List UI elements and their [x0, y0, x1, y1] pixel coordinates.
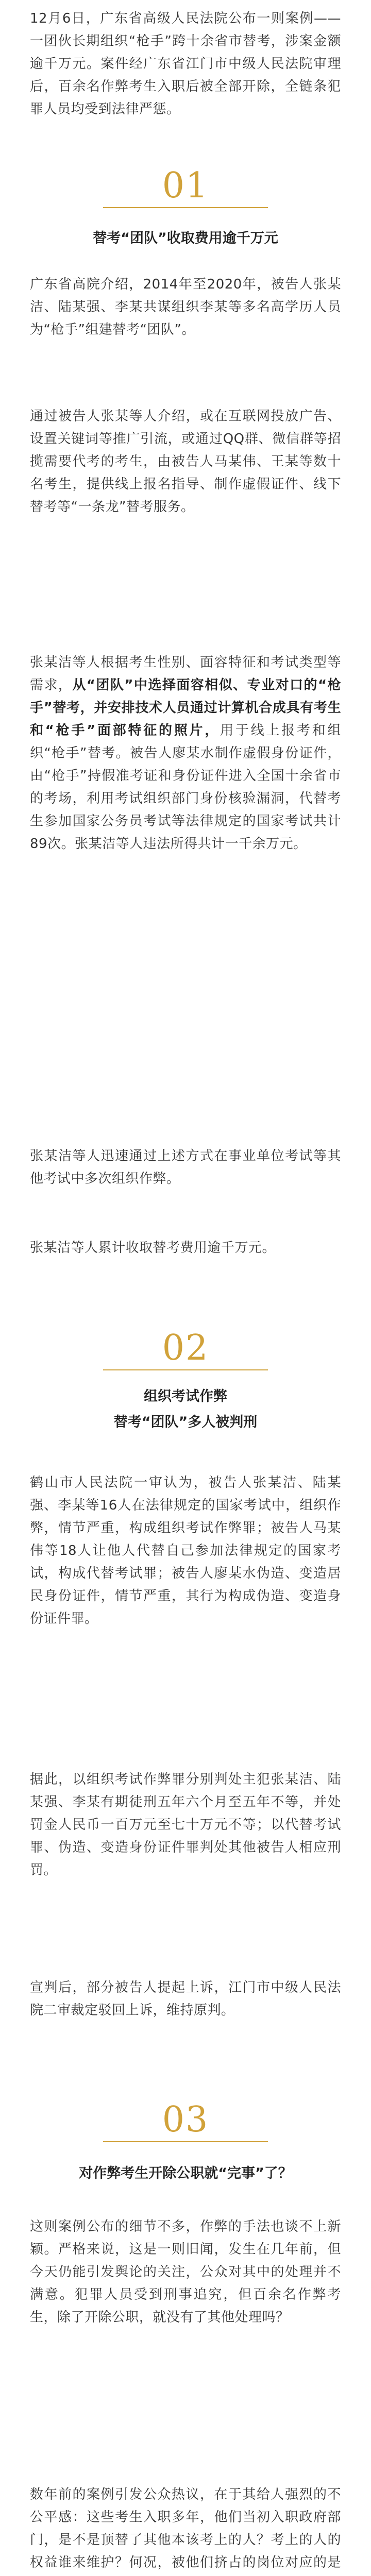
section-2-divider: [103, 1369, 268, 1370]
section-1-paragraph: [30, 651, 341, 855]
section-3-heading: 对作弊考生开除公职就“完事”了？: [79, 2165, 292, 2181]
section-1-paragraph: 张某洁等人累计收取替考费用逾千万元。: [30, 1240, 276, 1256]
section-3-number: 03: [162, 2099, 209, 2140]
section-1-emphasis: 从“团队”中选择面容相似、专业对口的“枪手”替考，并安排技术人员通过计算机合成具有考生和“枪手”面部特征的照片，: [30, 677, 341, 738]
intro-paragraph: 12月6日，广东省高级人民法院公布一则案例——一团伙长期组织“枪手”跨十余省市替考，涉案金额逾千万元。案件经广东省江门市中级人民法院审理后，百余名作弊考生入职后被全部开除，全链条犯罪人员均受到法律严惩。: [30, 11, 341, 117]
section-3-divider: [103, 2141, 268, 2142]
section-2-paragraph: 据此，以组织考试作弊罪分别判处主犯张某洁、陆某强、李某有期徒刑五年六个月至五年不等，并处罚金人民币一百万元至七十万元不等；以代替考试罪、伪造、变造身份证件罪判处其他被告人相应刑罚。: [30, 1772, 341, 1878]
section-3-marker: [0, 2101, 371, 2142]
section-1-heading: 替考“团队”收取费用逾千万元: [93, 230, 278, 246]
section-2-paragraph: 鹤山市人民法院一审认为，被告人张某洁、陆某强、李某等16人在法律规定的国家考试中，组织作弊，情节严重，构成组织考试作弊罪；被告人马某伟等18人让他人代替自己参加法律规定的国家考试，构成代替考试罪；被告人廖某水伪造、变造居民身份证件，情节严重，其行为构成伪造、变造身份证件罪。: [30, 1475, 341, 1626]
section-2-marker: [0, 1329, 371, 1370]
section-1-paragraph: 通过被告人张某等人介绍，或在互联网投放广告、设置关键词等推广引流，或通过QQ群、微信群等招揽需要代考的考生，由被告人马某伟、王某等数十名考生，提供线上报名指导、制作虚假证件、线下替考等“一条龙”替考服务。: [30, 409, 341, 515]
section-2-heading-line-2: 替考“团队”多人被判刑: [113, 1414, 258, 1430]
section-2-paragraph: 宣判后，部分被告人提起上诉，江门市中级人民法院二审裁定驳回上诉，维持原判。: [30, 1980, 341, 2018]
section-1-marker: [0, 167, 371, 208]
section-1-paragraph: 张某洁等人迅速通过上述方式在事业单位考试等其他考试中多次组织作弊。: [30, 1148, 341, 1187]
section-3-paragraph: 数年前的案例引发公众热议，在于其给人强烈的不公平感：这些考生入职多年，他们当初入职政府部门，是不是顶替了其他本该考上的人？考上的人的权益谁来维护？何况，被他们挤占的岗位对应的是: [30, 2487, 341, 2570]
section-2-heading-line-1: 组织考试作弊: [144, 1388, 227, 1404]
section-1-number: 01: [162, 165, 209, 206]
section-1-text: 张某洁等人根据考生性别、面容特征和考试类型等需求，: [30, 655, 341, 693]
section-1-paragraph: 广东省高院介绍，2014年至2020年，被告人张某洁、陆某强、李某共谋组织李某等多名高学历人员为“枪手”组建替考“团队”。: [30, 277, 341, 337]
section-1-divider: [103, 207, 268, 208]
section-3-paragraph: 这则案例公布的细节不多，作弊的手法也谈不上新颖。严格来说，这是一则旧闻，发生在几年前，但今天仍能引发舆论的关注，公众对其中的处理并不满意。犯罪人员受到刑事追究，但百余名作弊考生，除了开除公职，就没有了其他处理吗？: [30, 2219, 341, 2325]
section-1-text: 用于线上报考和组织“枪手”替考。被告人廖某水制作虚假身份证件，由“枪手”持假准考证和身份证件进入全国十余省市的考场，利用考试组织部门身份核验漏洞，代替考生参加国家公务员考试等法律规定的国家考试共计89次。张某洁等人违法所得共计一千余万元。: [30, 723, 341, 852]
section-2-number: 02: [162, 1328, 209, 1368]
